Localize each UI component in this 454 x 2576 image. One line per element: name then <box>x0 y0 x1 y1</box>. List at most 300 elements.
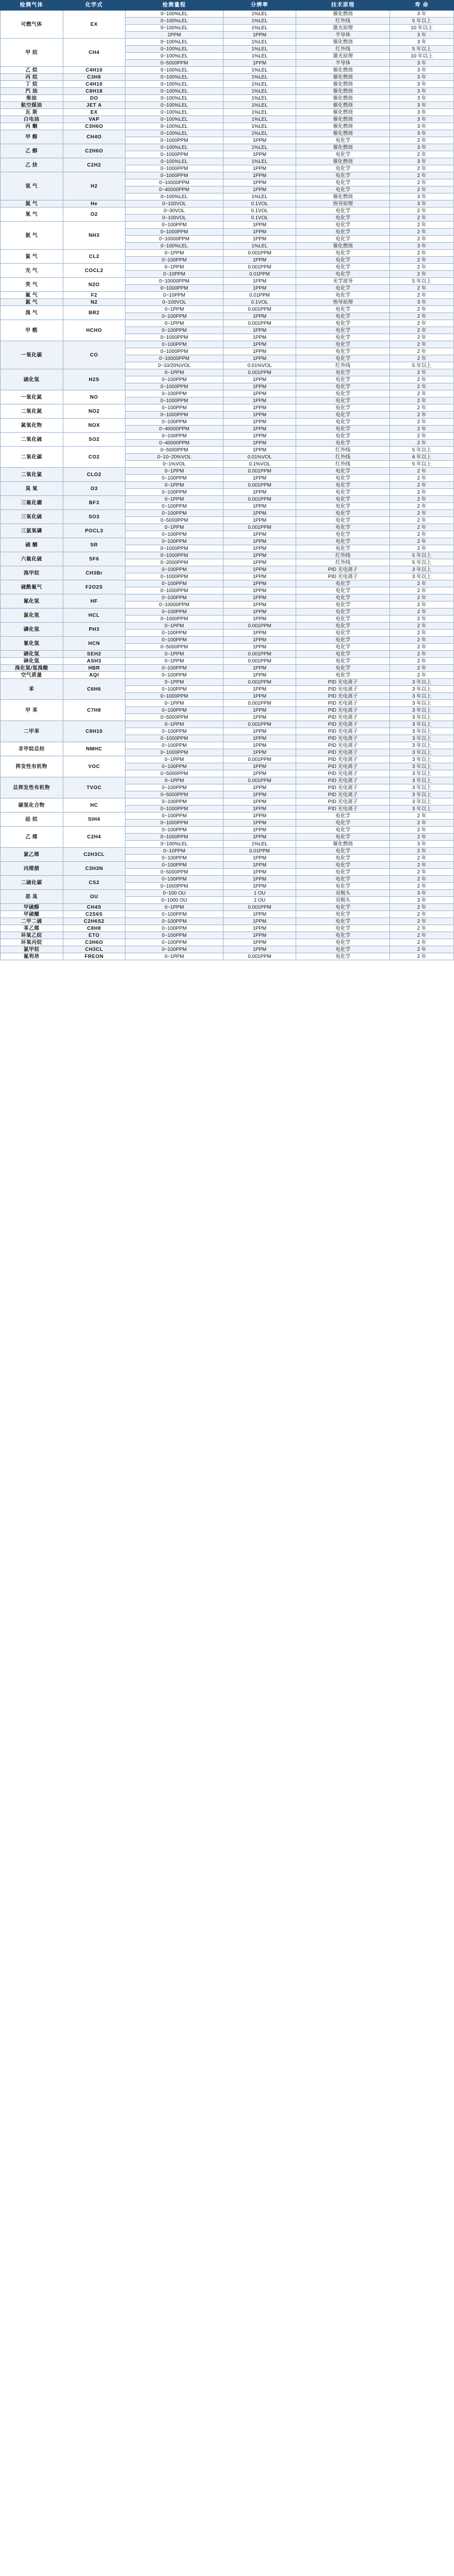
lifetime-cell: 2 年 <box>390 665 454 672</box>
table-row <box>1 742 454 749</box>
lifetime-cell: 2 年 <box>390 848 454 855</box>
technology-cell: PID 光电离子 <box>296 686 390 693</box>
resolution-cell: 1PPM <box>223 489 296 496</box>
resolution-cell: 1PPM <box>223 348 296 355</box>
technology-cell: PID 光电离子 <box>296 573 390 580</box>
lifetime-cell: 2 年 <box>390 489 454 496</box>
lifetime-cell: 5 年以上 <box>390 461 454 468</box>
detection-range-cell: 0~1000PPM <box>126 383 223 390</box>
gas-name-cell: 溴化氢/氢溴酸 <box>1 665 63 672</box>
table-row <box>1 777 454 784</box>
lifetime-cell: 2 年 <box>390 151 454 158</box>
resolution-cell: 1PPM <box>223 573 296 580</box>
table-row <box>1 447 454 454</box>
technology-cell: 红外线 <box>296 46 390 53</box>
resolution-cell: 1PPM <box>223 278 296 285</box>
resolution-cell: 0.001PPM <box>223 468 296 475</box>
detection-range-cell: 0~100PPM <box>126 946 223 953</box>
resolution-cell: 1PPM <box>223 552 296 559</box>
resolution-cell: 1%LEL <box>223 130 296 137</box>
technology-cell: PID 光电离子 <box>296 700 390 707</box>
resolution-cell: 1PPM <box>223 510 296 517</box>
chemical-formula-cell: SO3 <box>63 510 126 524</box>
detection-range-cell: 0~100%LEL <box>126 130 223 137</box>
gas-name-cell: 氯 气 <box>1 250 63 264</box>
lifetime-cell: 3 年 <box>390 158 454 165</box>
table-row <box>1 306 454 313</box>
chemical-formula-cell: BF3 <box>63 496 126 510</box>
resolution-cell: 0.001PPM <box>223 623 296 630</box>
gas-name-cell: 碳氢化合物 <box>1 798 63 813</box>
detection-range-cell: 0~100PPM <box>126 784 223 791</box>
detection-range-cell: 0~100PPM <box>126 609 223 616</box>
lifetime-cell: 3 年 <box>390 123 454 130</box>
technology-cell: 电化学 <box>296 264 390 271</box>
resolution-cell: 1PPM <box>223 236 296 243</box>
table-row <box>1 11 454 18</box>
technology-cell: 电化学 <box>296 383 390 390</box>
table-row <box>1 405 454 412</box>
detection-range-cell: 0~1000PPM <box>126 334 223 341</box>
detection-range-cell: 0~100%LEL <box>126 144 223 151</box>
gas-name-cell: 二甲二硫 <box>1 918 63 925</box>
chemical-formula-cell: HCN <box>63 637 126 651</box>
table-row <box>1 848 454 855</box>
chemical-formula-cell: F2O2S <box>63 580 126 594</box>
lifetime-cell: 2 年 <box>390 412 454 419</box>
detection-range-cell: 0~1000PPM <box>126 151 223 158</box>
resolution-cell: 0.001PPM <box>223 904 296 911</box>
resolution-cell: 1PPM <box>223 503 296 510</box>
detection-range-cell: 0~100VOL <box>126 299 223 306</box>
resolution-cell: 1PPM <box>223 390 296 397</box>
lifetime-cell: 2 年 <box>390 482 454 489</box>
detection-range-cell: 0~1PPM <box>126 306 223 313</box>
chemical-formula-cell: C6H6 <box>63 679 126 700</box>
lifetime-cell: 2 年 <box>390 644 454 651</box>
gas-name-cell: 乙 烷 <box>1 67 63 74</box>
gas-name-cell: 硫化氢 <box>1 369 63 390</box>
detection-range-cell: 0~100 OU <box>126 890 223 897</box>
lifetime-cell: 2 年 <box>390 475 454 482</box>
resolution-cell: 1PPM <box>223 630 296 637</box>
lifetime-cell: 2 年 <box>390 215 454 222</box>
lifetime-cell: 2 年 <box>390 229 454 236</box>
detection-range-cell: 1PPM <box>126 32 223 39</box>
technology-cell: 催化燃烧 <box>296 193 390 200</box>
technology-cell: 电化学 <box>296 355 390 362</box>
technology-cell: 电化学 <box>296 637 390 644</box>
lifetime-cell: 3 年以上 <box>390 566 454 573</box>
technology-cell: 电化学 <box>296 517 390 524</box>
detection-range-cell: 0~100%LEL <box>126 39 223 46</box>
technology-cell: 电化学 <box>296 348 390 355</box>
technology-cell: 电化学 <box>296 538 390 545</box>
detection-range-cell: 0~100%LEL <box>126 18 223 25</box>
detection-range-cell: 0~1PPM <box>126 721 223 728</box>
resolution-cell: 1PPM <box>223 742 296 749</box>
technology-cell: 热导原理 <box>296 200 390 208</box>
technology-cell: 电化学 <box>296 644 390 651</box>
chemical-formula-cell: C2H2 <box>63 158 126 172</box>
gas-name-cell: 一氧化碳 <box>1 341 63 369</box>
gas-name-cell: 汽 油 <box>1 88 63 95</box>
lifetime-cell: 2 年 <box>390 179 454 186</box>
chemical-formula-cell: NO2 <box>63 405 126 419</box>
detection-range-cell: 0~1PPM <box>126 756 223 763</box>
gas-name-cell: 磷化氢 <box>1 623 63 637</box>
detection-range-cell: 0~10000PPM <box>126 179 223 186</box>
gas-name-cell: 氰化氢 <box>1 637 63 651</box>
lifetime-cell: 3 年以上 <box>390 728 454 735</box>
resolution-cell: 0.1VOL <box>223 299 296 306</box>
gas-name-cell: 甲 烷 <box>1 39 63 67</box>
table-row <box>1 679 454 686</box>
technology-cell: 电化学 <box>296 327 390 334</box>
lifetime-cell: 2 年 <box>390 672 454 679</box>
technology-cell: 电化学 <box>296 939 390 946</box>
detection-range-cell: 0~100PPM <box>126 531 223 538</box>
resolution-cell: 1PPM <box>223 186 296 193</box>
detection-range-cell: 0~5000PPM <box>126 517 223 524</box>
detection-range-cell: 0~10PPM <box>126 292 223 299</box>
lifetime-cell: 5 年以上 <box>390 278 454 285</box>
resolution-cell: 1PPM <box>223 820 296 827</box>
technology-cell: 电化学 <box>296 813 390 820</box>
resolution-cell: 1PPM <box>223 932 296 939</box>
table-row <box>1 264 454 271</box>
technology-cell: 红外线 <box>296 18 390 25</box>
detection-range-cell: 0~100%LEL <box>126 841 223 848</box>
technology-cell: 催化燃烧 <box>296 158 390 165</box>
lifetime-cell: 2 年 <box>390 390 454 397</box>
detection-range-cell: 0~1000PPM <box>126 883 223 890</box>
gas-name-cell: 氟 气 <box>1 292 63 299</box>
lifetime-cell: 2 年 <box>390 538 454 545</box>
spec-table <box>0 0 454 960</box>
lifetime-cell: 3 年 <box>390 299 454 306</box>
resolution-cell: 1%LEL <box>223 193 296 200</box>
technology-cell: 红外线 <box>296 454 390 461</box>
technology-cell: 催化燃烧 <box>296 95 390 102</box>
resolution-cell: 1PPM <box>223 939 296 946</box>
lifetime-cell: 3 年 <box>390 144 454 151</box>
lifetime-cell: 2 年 <box>390 601 454 609</box>
detection-range-cell: 0~100PPM <box>126 257 223 264</box>
chemical-formula-cell: C3H6O <box>63 123 126 130</box>
resolution-cell: 1%LEL <box>223 123 296 130</box>
table-row <box>1 222 454 229</box>
detection-range-cell: 0~30VOL <box>126 208 223 215</box>
detection-range-cell: 0~100PPM <box>126 939 223 946</box>
table-row <box>1 200 454 208</box>
technology-cell: 电化学 <box>296 236 390 243</box>
resolution-cell: 1PPM <box>223 341 296 348</box>
table-row <box>1 524 454 531</box>
technology-cell: 电化学 <box>296 594 390 601</box>
table-row <box>1 932 454 939</box>
detection-range-cell: 0~100%LEL <box>126 25 223 32</box>
table-row <box>1 208 454 215</box>
lifetime-cell: 3 年以上 <box>390 707 454 714</box>
chemical-formula-cell: SEH2 <box>63 651 126 658</box>
resolution-cell: 1%LEL <box>223 11 296 18</box>
header-technology: 技术原理 <box>296 1 390 11</box>
technology-cell: 电化学 <box>296 405 390 412</box>
detection-range-cell: 0~1000PPM <box>126 285 223 292</box>
gas-name-cell: 二氧化碳 <box>1 447 63 468</box>
detection-range-cell: 0~100VOL <box>126 200 223 208</box>
resolution-cell: 1PPM <box>223 334 296 341</box>
resolution-cell: 1%LEL <box>223 88 296 95</box>
resolution-cell: 1PPM <box>223 672 296 679</box>
table-row <box>1 158 454 165</box>
resolution-cell: 1PPM <box>223 151 296 158</box>
resolution-cell: 1PPM <box>223 693 296 700</box>
technology-cell: 电化学 <box>296 496 390 503</box>
table-row <box>1 433 454 440</box>
chemical-formula-cell: HC <box>63 798 126 813</box>
detection-range-cell: 0~100PPM <box>126 707 223 714</box>
detection-range-cell: 0~2000PPM <box>126 559 223 566</box>
lifetime-cell: 2 年 <box>390 939 454 946</box>
resolution-cell: 1 OU <box>223 897 296 904</box>
lifetime-cell: 5 年以上 <box>390 18 454 25</box>
lifetime-cell: 2 年 <box>390 468 454 475</box>
technology-cell: 电化学 <box>296 257 390 264</box>
lifetime-cell: 3 年 <box>390 11 454 18</box>
detection-range-cell: 0~100%LEL <box>126 109 223 116</box>
detection-range-cell: 0~10000PPM <box>126 601 223 609</box>
resolution-cell: 1PPM <box>223 172 296 179</box>
chemical-formula-cell: BR2 <box>63 306 126 320</box>
technology-cell: 电化学 <box>296 531 390 538</box>
lifetime-cell: 2 年 <box>390 587 454 594</box>
lifetime-cell: 2 年 <box>390 876 454 883</box>
resolution-cell: 1PPM <box>223 798 296 806</box>
detection-range-cell: 0~1PPM <box>126 496 223 503</box>
gas-name-cell: 氧 气 <box>1 208 63 222</box>
technology-cell: 电化学 <box>296 419 390 426</box>
detection-range-cell: 0~100PPM <box>126 222 223 229</box>
table-row <box>1 109 454 116</box>
detection-range-cell: 0~100PPM <box>126 594 223 601</box>
resolution-cell: 1PPM <box>223 397 296 405</box>
table-row <box>1 623 454 630</box>
chemical-formula-cell: C8H8 <box>63 925 126 932</box>
detection-range-cell: 0~100PPM <box>126 932 223 939</box>
technology-cell: 电化学 <box>296 827 390 834</box>
chemical-formula-cell: AQI <box>63 672 126 679</box>
chemical-formula-cell: C2H6S2 <box>63 918 126 925</box>
technology-cell: PID 光电离子 <box>296 763 390 770</box>
detection-range-cell: 0~1PPM <box>126 953 223 960</box>
resolution-cell: 0.001PPM <box>223 250 296 257</box>
gas-name-cell: 挥发性有机物 <box>1 756 63 777</box>
detection-range-cell: 0~100PPM <box>126 728 223 735</box>
resolution-cell: 1PPM <box>223 545 296 552</box>
technology-cell: 激光原理 <box>296 25 390 32</box>
gas-name-cell: 氮氧化物 <box>1 419 63 433</box>
gas-name-cell: 二硫化碳 <box>1 876 63 890</box>
detection-range-cell: 0~100%LEL <box>126 116 223 123</box>
table-row <box>1 74 454 81</box>
chemical-formula-cell: C8H10 <box>63 721 126 742</box>
gas-name-cell: 甲硫醇 <box>1 904 63 911</box>
detection-range-cell: 0~5000PPM <box>126 770 223 777</box>
resolution-cell: 0.01%VOL <box>223 454 296 461</box>
detection-range-cell: 0~100PPM <box>126 433 223 440</box>
technology-cell: PID 光电离子 <box>296 742 390 749</box>
technology-cell: 热导原理 <box>296 299 390 306</box>
lifetime-cell: 3 年 <box>390 81 454 88</box>
lifetime-cell: 2 年 <box>390 172 454 179</box>
technology-cell: 电化学 <box>296 397 390 405</box>
table-row <box>1 130 454 137</box>
chemical-formula-cell: He <box>63 200 126 208</box>
detection-range-cell: 0~100%LEL <box>126 88 223 95</box>
detection-range-cell: 0~5000PPM <box>126 447 223 454</box>
technology-cell: 电化学 <box>296 222 390 229</box>
detection-range-cell: 0~100%LEL <box>126 158 223 165</box>
lifetime-cell: 3 年以上 <box>390 700 454 707</box>
table-row <box>1 594 454 601</box>
technology-cell: 催化燃烧 <box>296 102 390 109</box>
resolution-cell: 1PPM <box>223 609 296 616</box>
lifetime-cell: 2 年 <box>390 946 454 953</box>
table-row <box>1 672 454 679</box>
resolution-cell: 1%LEL <box>223 109 296 116</box>
lifetime-cell: 3 年以上 <box>390 749 454 756</box>
lifetime-cell: 2 年 <box>390 292 454 299</box>
table-row <box>1 876 454 883</box>
chemical-formula-cell: EX <box>63 11 126 39</box>
detection-range-cell: 0~100PPM <box>126 630 223 637</box>
technology-cell: 催化燃烧 <box>296 123 390 130</box>
detection-range-cell: 0~1000PPM <box>126 573 223 580</box>
chemical-formula-cell: OU <box>63 890 126 904</box>
gas-name-cell: 三氯氧磷 <box>1 524 63 538</box>
chemical-formula-cell: CH3CL <box>63 946 126 953</box>
gas-name-cell: 丙烯腈 <box>1 862 63 876</box>
resolution-cell: 1 OU <box>223 890 296 897</box>
chemical-formula-cell: CL2 <box>63 250 126 264</box>
detection-range-cell: 0~100PPM <box>126 855 223 862</box>
resolution-cell: 1PPM <box>223 355 296 362</box>
chemical-formula-cell: C3H3N <box>63 862 126 876</box>
gas-name-cell: 乙 烯 <box>1 827 63 848</box>
detection-range-cell: 0~100PPM <box>126 390 223 397</box>
resolution-cell: 1PPM <box>223 383 296 390</box>
lifetime-cell: 2 年 <box>390 165 454 172</box>
gas-name-cell: 环氧乙烷 <box>1 932 63 939</box>
lifetime-cell: 3 年 <box>390 109 454 116</box>
gas-name-cell: 丁 烷 <box>1 81 63 88</box>
chemical-formula-cell: HCHO <box>63 320 126 341</box>
detection-range-cell: 0~1PPM <box>126 482 223 489</box>
gas-name-cell: 二氧化氯 <box>1 468 63 482</box>
resolution-cell: 0.001PPM <box>223 482 296 489</box>
resolution-cell: 1PPM <box>223 594 296 601</box>
detection-range-cell: 0~1PPM <box>126 658 223 665</box>
technology-cell: 电化学 <box>296 953 390 960</box>
lifetime-cell: 2 年 <box>390 496 454 503</box>
gas-name-cell: 丙 酮 <box>1 123 63 130</box>
header-chemical-formula: 化学式 <box>63 1 126 11</box>
lifetime-cell: 6 年以上 <box>390 454 454 461</box>
table-row <box>1 904 454 911</box>
table-row <box>1 552 454 559</box>
gas-name-cell: 光 气 <box>1 264 63 278</box>
detection-range-cell: 0~1PPM <box>126 777 223 784</box>
chemical-formula-cell: N2 <box>63 299 126 306</box>
technology-cell: 电化学 <box>296 179 390 186</box>
chemical-formula-cell: C4H10 <box>63 81 126 88</box>
technology-cell: PID 光电离子 <box>296 735 390 742</box>
chemical-formula-cell: HBR <box>63 665 126 672</box>
technology-cell: 电化学 <box>296 475 390 482</box>
resolution-cell: 1PPM <box>223 784 296 791</box>
chemical-formula-cell: SR <box>63 538 126 552</box>
chemical-formula-cell: SF6 <box>63 552 126 566</box>
lifetime-cell: 10 年以上 <box>390 25 454 32</box>
detection-range-cell: 0~1000PPM <box>126 172 223 179</box>
table-row <box>1 890 454 897</box>
lifetime-cell: 5 年以上 <box>390 447 454 454</box>
detection-range-cell: 0~100VOL <box>126 215 223 222</box>
resolution-cell: 0.01PPM <box>223 848 296 855</box>
gas-name-cell: 柴油 <box>1 95 63 102</box>
technology-cell: 电化学 <box>296 468 390 475</box>
resolution-cell: 1%LEL <box>223 46 296 53</box>
technology-cell: 催化燃烧 <box>296 109 390 116</box>
detection-range-cell: 0~100PPM <box>126 798 223 806</box>
technology-cell: 催化燃烧 <box>296 144 390 151</box>
technology-cell: 双极头 <box>296 890 390 897</box>
resolution-cell: 0.01%VOL <box>223 362 296 369</box>
detection-range-cell: 0~100PPM <box>126 763 223 770</box>
resolution-cell: 1PPM <box>223 517 296 524</box>
lifetime-cell: 2 年 <box>390 236 454 243</box>
lifetime-cell: 2 年 <box>390 320 454 327</box>
technology-cell: 电化学 <box>296 306 390 313</box>
technology-cell: 电化学 <box>296 433 390 440</box>
detection-range-cell: 0~1000PPM <box>126 834 223 841</box>
detection-range-cell: 0~100%LEL <box>126 67 223 74</box>
gas-name-cell: 甲 醇 <box>1 130 63 144</box>
chemical-formula-cell: CH4 <box>63 39 126 67</box>
resolution-cell: 1PPM <box>223 876 296 883</box>
table-row <box>1 468 454 475</box>
technology-cell: 电化学 <box>296 208 390 215</box>
gas-name-cell: 氮 气 <box>1 299 63 306</box>
lifetime-cell: 3 年以上 <box>390 763 454 770</box>
resolution-cell: 1PPM <box>223 665 296 672</box>
lifetime-cell: 2 年 <box>390 855 454 862</box>
chemical-formula-cell: EX <box>63 109 126 116</box>
chemical-formula-cell: H2 <box>63 172 126 200</box>
resolution-cell: 0.001PPM <box>223 651 296 658</box>
detection-range-cell: 0~1000PPM <box>126 397 223 405</box>
technology-cell: PID 光电离子 <box>296 798 390 806</box>
detection-range-cell: 0~100PPM <box>126 405 223 412</box>
technology-cell: 电化学 <box>296 390 390 397</box>
lifetime-cell: 2 年 <box>390 271 454 278</box>
chemical-formula-cell: C3H8 <box>63 74 126 81</box>
technology-cell: 电化学 <box>296 215 390 222</box>
chemical-formula-cell: C7H8 <box>63 700 126 721</box>
table-row <box>1 88 454 95</box>
